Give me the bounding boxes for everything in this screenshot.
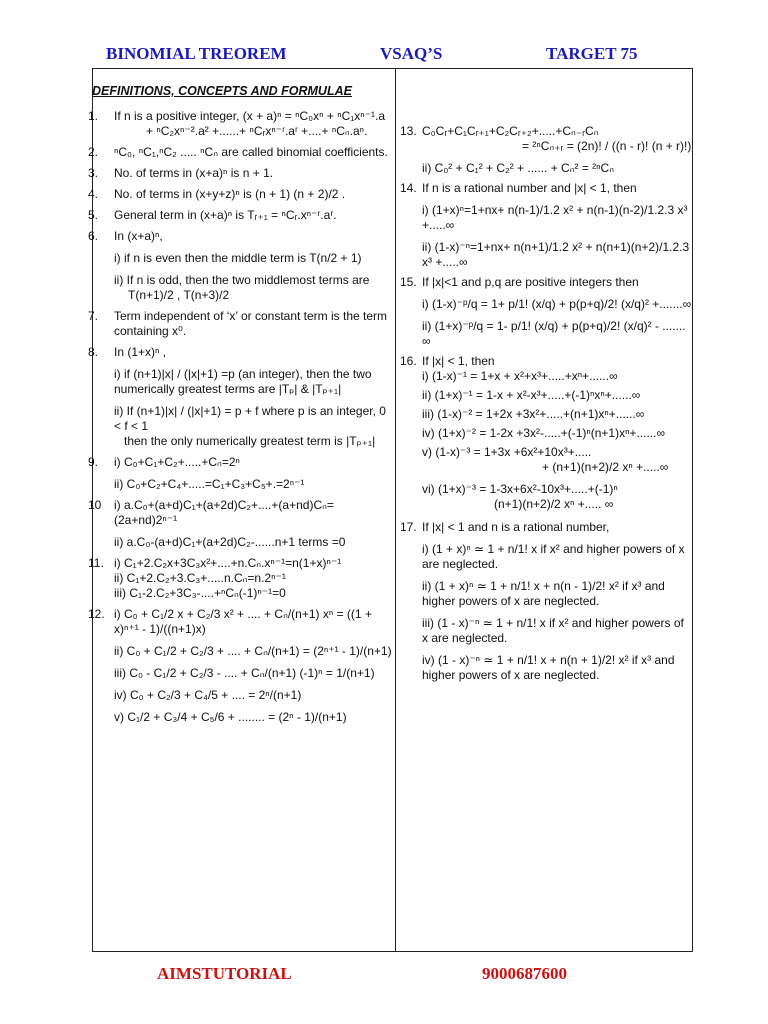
formula-item-12 <box>88 607 392 725</box>
formula-line: Term independent of ‘x’ or constant term is the term containing x⁰. <box>114 309 388 338</box>
left-column <box>88 78 392 731</box>
item-number: 14. <box>400 181 417 195</box>
item-number: 15. <box>400 275 417 289</box>
formula-line: i) (1+x)ⁿ=1+nx+ n(n-1)/1.2 x² + n(n-1)(n-2)/1.2.3 x³ +.....∞ <box>422 203 688 232</box>
formula-item-5 <box>88 208 392 223</box>
formula-line: If n is a rational number and |x| < 1, then <box>422 181 637 195</box>
formula-line: No. of terms in (x+a)ⁿ is n + 1. <box>114 166 274 180</box>
formula-line: then the only numerically greatest term is |Tₚ₊₁| <box>124 434 376 448</box>
item-number: 7. <box>88 309 99 323</box>
item-number: 2. <box>88 145 99 159</box>
formula-line: In (x+a)ⁿ, <box>114 229 163 243</box>
formula-line: ⁿC₀, ⁿC₁,ⁿC₂ ..... ⁿCₙ are called binomial coefficients. <box>114 145 388 159</box>
formula-line: No. of terms in (x+y+z)ⁿ is (n + 1) (n + 2)/2 . <box>114 187 346 201</box>
formula-line: i) a.C₀+(a+d)C₁+(a+2d)C₂+....+(a+nd)Cₙ=(2a+nd)2ⁿ⁻¹ <box>114 498 334 527</box>
formula-line: iv) (1+x)⁻² = 1-2x +3x²-.....+(-1)ⁿ(n+1)xⁿ+......∞ <box>422 426 666 440</box>
formula-item-9 <box>88 455 392 492</box>
formula-line: ii) (1+x)⁻¹ = 1-x + x²-x³+.....+(-1)ⁿxⁿ+......∞ <box>422 388 641 402</box>
item-number: 3. <box>88 166 99 180</box>
item-number: 4. <box>88 187 99 201</box>
formula-line: C₀Cᵣ+C₁Cᵣ₊₁+C₂Cᵣ₊₂+.....+Cₙ₋ᵣCₙ <box>422 124 599 138</box>
formula-line: ii) (1 + x)ⁿ ≃ 1 + n/1! x + n(n - 1)/2! x² if x³ and higher powers of x are neglected. <box>422 579 665 608</box>
formula-line: + ⁿC₂xⁿ⁻².a² +......+ ⁿCᵣxⁿ⁻ʳ.aʳ +....+ ⁿCₙ.aⁿ. <box>146 124 368 138</box>
formula-line: ii) a.C₀-(a+d)C₁+(a+2d)C₂-......n+1 terms =0 <box>114 535 346 549</box>
item-number: 9. <box>88 455 99 469</box>
item-number: 11. <box>88 556 104 570</box>
section-title: DEFINITIONS, CONCEPTS AND FORMULAE <box>92 84 352 98</box>
item-number: 6. <box>88 229 99 243</box>
formula-line: In (1+x)ⁿ , <box>114 345 167 359</box>
formula-item-14 <box>400 181 692 270</box>
formula-item-16 <box>400 354 692 512</box>
formula-item-10 <box>88 498 392 550</box>
item-number: 17. <box>400 520 417 534</box>
item-number: 12. <box>88 607 105 621</box>
formula-line: ii) If n is odd, then the two middlemost terms are <box>114 273 370 287</box>
formula-line: v) (1-x)⁻³ = 1+3x +6x²+10x³+..... <box>422 445 592 459</box>
formula-line: v) C₁/2 + C₃/4 + C₅/6 + ........ = (2ⁿ - 1)/(n+1) <box>114 710 347 724</box>
formula-line: i) (1-x)⁻¹ = 1+x + x²+x³+.....+xⁿ+......∞ <box>422 369 618 383</box>
formula-line: i) if n is even then the middle term is T(n/2 + 1) <box>114 251 362 265</box>
item-number: 10 <box>88 498 102 512</box>
header-subtitle: VSAQ’S <box>380 44 443 63</box>
formula-item-11 <box>88 556 392 601</box>
header-target: TARGET 75 <box>546 44 638 63</box>
formula-line: ii) C₁+2.C₂+3.C₃+.....n.Cₙ=n.2ⁿ⁻¹ <box>114 571 286 585</box>
formula-line: If n is a positive integer, (x + a)ⁿ = ⁿC₀xⁿ + ⁿC₁xⁿ⁻¹.a <box>114 109 386 123</box>
formula-line: iii) (1 - x)⁻ⁿ ≃ 1 + n/1! x if x² and higher powers of x are neglected. <box>422 616 684 645</box>
item-number: 16. <box>400 354 417 368</box>
formula-line: i) (1-x)⁻ᵖ/q = 1+ p/1! (x/q) + p(p+q)/2! (x/q)² +.......∞ <box>422 297 692 311</box>
formula-item-17 <box>400 520 692 683</box>
formula-line: + (n+1)(n+2)/2 xⁿ +.....∞ <box>542 460 669 474</box>
formula-line: iii) (1-x)⁻² = 1+2x +3x²+.....+(n+1)xⁿ+......∞ <box>422 407 645 421</box>
formula-line: iii) C₁-2.C₂+3C₃-....+ⁿCₙ(-1)ⁿ⁻¹=0 <box>114 586 286 600</box>
formula-line: iii) C₀ - C₁/2 + C₂/3 - .... + Cₙ/(n+1) (-1)ⁿ = 1/(n+1) <box>114 666 375 680</box>
item-number: 8. <box>88 345 99 359</box>
item-number: 13. <box>400 124 417 138</box>
formula-line: i) C₀ + C₁/2 x + C₂/3 x² + .... + Cₙ/(n+1) xⁿ = ((1 + x)ⁿ⁺¹ - 1)/((n+1)x) <box>114 607 372 636</box>
footer-phone: 9000687600 <box>482 964 567 983</box>
header-title: BINOMIAL TREOREM <box>106 44 287 63</box>
formula-item-1 <box>88 109 392 139</box>
formula-line: ii) C₀+C₂+C₄+.....=C₁+C₃+C₅+.=2ⁿ⁻¹ <box>114 477 305 491</box>
formula-line: (n+1)(n+2)/2 xⁿ +..... ∞ <box>494 497 614 511</box>
formula-line: ii) (1-x)⁻ⁿ=1+nx+ n(n+1)/1.2 x² + n(n+1)(n+2)/1.2.3 x³ +.....∞ <box>422 240 690 269</box>
formula-line: i) C₀+C₁+C₂+.....+Cₙ=2ⁿ <box>114 455 240 469</box>
formula-line: ii) If (n+1)|x| / (|x|+1) = p + f where p is an integer, 0 < f < 1 <box>114 404 386 433</box>
column-divider <box>395 68 396 952</box>
formula-item-2 <box>88 145 392 160</box>
formula-line: General term in (x+a)ⁿ is Tᵣ₊₁ = ⁿCᵣ.xⁿ⁻ʳ.aʳ. <box>114 208 337 222</box>
formula-item-6 <box>88 229 392 303</box>
item-number: 5. <box>88 208 99 222</box>
formula-line: ii) C₀ + C₁/2 + C₂/3 + .... + Cₙ/(n+1) = (2ⁿ⁺¹ - 1)/(n+1) <box>114 644 392 658</box>
item-number: 1. <box>88 109 99 123</box>
formula-line: vi) (1+x)⁻³ = 1-3x+6x²-10x³+.....+(-1)ⁿ <box>422 482 618 496</box>
formula-line: i) C₁+2.C₂x+3C₃x²+....+n.Cₙ.xⁿ⁻¹=n(1+x)ⁿ⁻¹ <box>114 556 342 570</box>
formula-item-7 <box>88 309 392 339</box>
formula-line: = ²ⁿCₙ₊ᵣ = (2n)! / ((n - r)! (n + r)!) <box>522 139 692 153</box>
footer-brand: AIMSTUTORIAL <box>157 964 292 983</box>
formula-item-15 <box>400 275 692 349</box>
formula-item-8 <box>88 345 392 449</box>
formula-line: T(n+1)/2 , T(n+3)/2 <box>128 288 230 302</box>
formula-line: If |x| < 1 and n is a rational number, <box>422 520 610 534</box>
formula-line: ii) (1+x)⁻ᵖ/q = 1- p/1! (x/q) + p(p+q)/2! (x/q)² - ....... ∞ <box>422 319 686 348</box>
formula-line: ii) C₀² + C₁² + C₂² + ...... + Cₙ² = ²ⁿCₙ <box>422 161 614 175</box>
formula-line: i) if (n+1)|x| / (|x|+1) =p (an integer), then the two numerically greatest terms are |Tₚ| & |Tₚ₊₁| <box>114 367 372 396</box>
formula-item-3 <box>88 166 392 181</box>
formula-item-13 <box>400 124 692 176</box>
formula-line: If |x|<1 and p,q are positive integers then <box>422 275 639 289</box>
formula-line: iv) C₀ + C₂/3 + C₄/5 + .... = 2ⁿ/(n+1) <box>114 688 302 702</box>
formula-item-4 <box>88 187 392 202</box>
right-column <box>400 78 692 688</box>
formula-line: i) (1 + x)ⁿ ≃ 1 + n/1! x if x² and higher powers of x are neglected. <box>422 542 685 571</box>
formula-line: iv) (1 - x)⁻ⁿ ≃ 1 + n/1! x + n(n + 1)/2! x² if x³ and higher powers of x are neglected. <box>422 653 675 682</box>
formula-line: If |x| < 1, then <box>422 354 495 368</box>
